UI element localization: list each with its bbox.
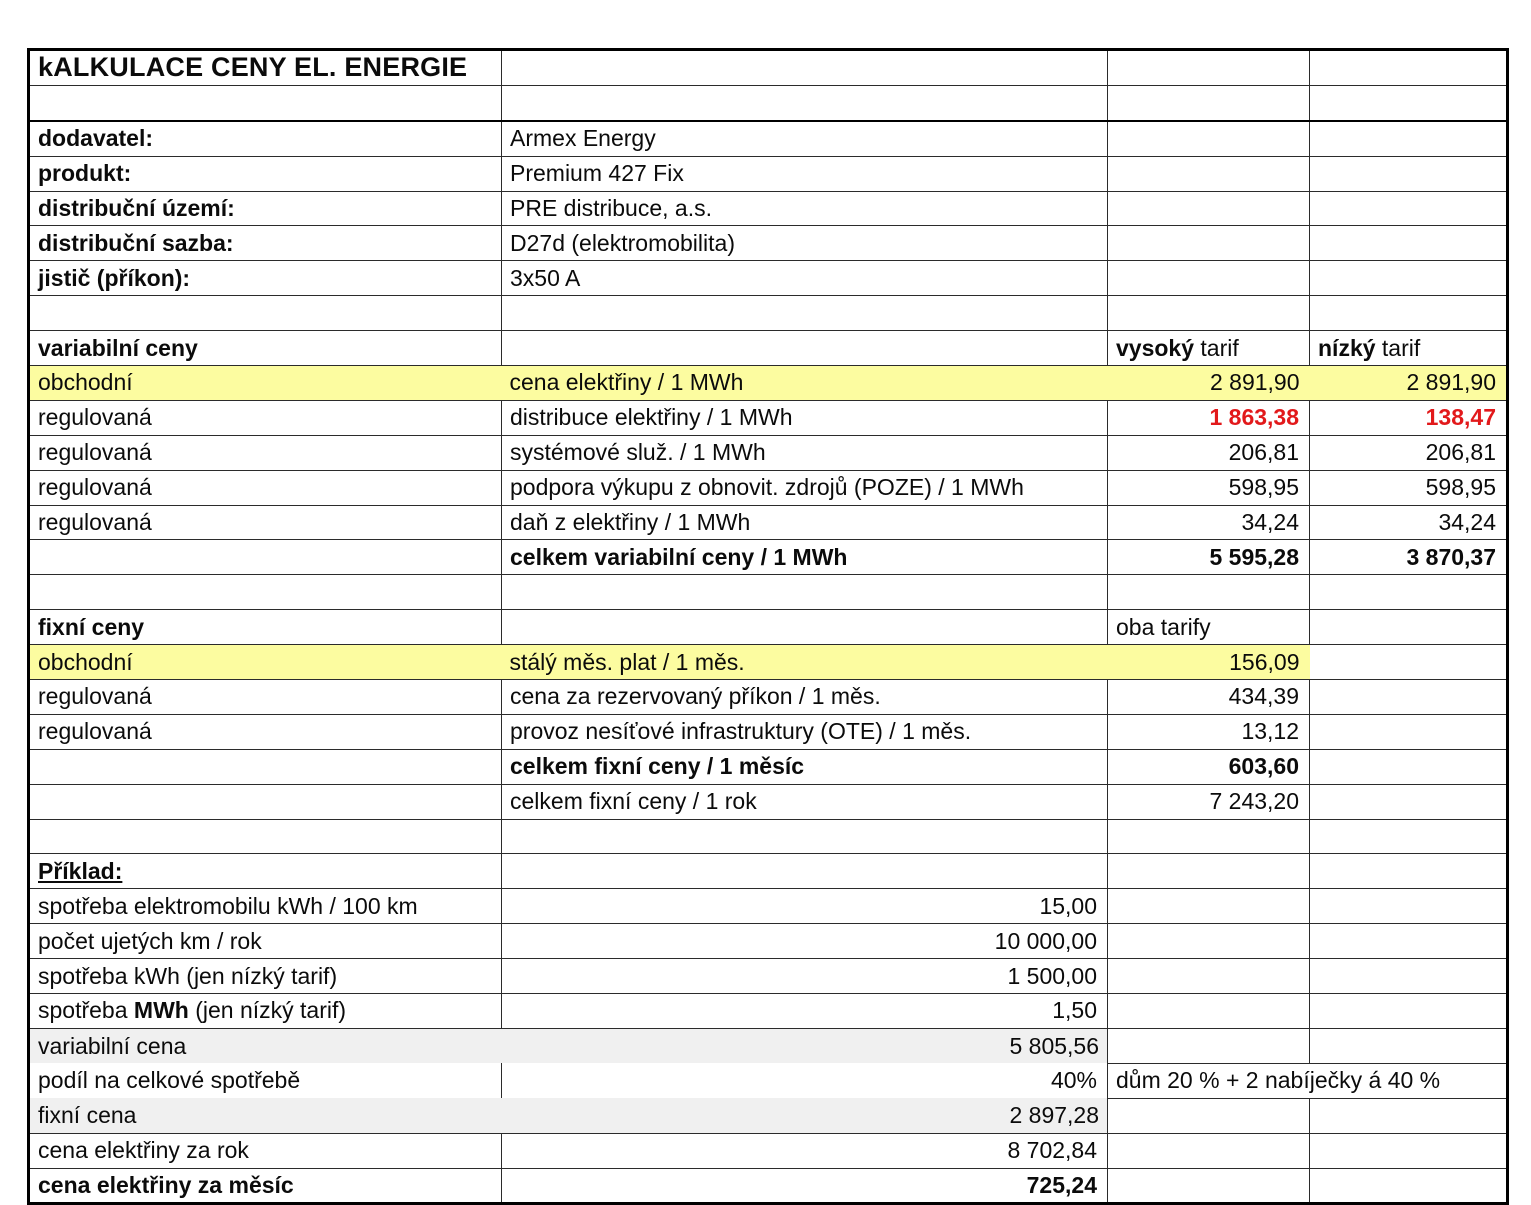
consumption-kwh-value: 1 500,00 xyxy=(502,959,1108,994)
poze-high: 598,95 xyxy=(1108,470,1310,505)
km-per-year-row xyxy=(29,924,1508,959)
distribution-area-value: PRE distribuce, a.s. xyxy=(502,191,1108,226)
distribution-high: 1 863,38 xyxy=(1108,400,1310,435)
cell xyxy=(1108,924,1310,959)
distribution-rate-row xyxy=(29,226,1508,261)
low-tariff-header-part: nízký xyxy=(1318,334,1376,361)
fixed-total-year-row xyxy=(29,784,1508,819)
cell xyxy=(1310,680,1508,715)
cell xyxy=(1108,296,1310,331)
fixed-prices-heading: fixní ceny xyxy=(29,610,502,645)
cell xyxy=(1310,749,1508,784)
variable-total-row xyxy=(29,540,1508,575)
regulated-label: regulovaná xyxy=(29,680,502,715)
cell xyxy=(1310,889,1508,924)
distribution-area-row xyxy=(29,191,1508,226)
consumption-mwh-value: 1,50 xyxy=(502,994,1108,1029)
spacer-row xyxy=(29,819,1508,854)
distribution-desc: distribuce elektřiny / 1 MWh xyxy=(502,400,1108,435)
both-tariffs-header: oba tarify xyxy=(1108,610,1310,645)
regulated-poze-row xyxy=(29,470,1508,505)
distribution-low: 138,47 xyxy=(1310,400,1508,435)
system-services-desc: systémové služ. / 1 MWh xyxy=(502,435,1108,470)
commercial-monthly-fee-row xyxy=(29,645,1508,680)
ev-consumption-value: 15,00 xyxy=(502,889,1108,924)
fixed-total-year-value: 7 243,20 xyxy=(1108,784,1310,819)
high-tariff-header-part: tarif xyxy=(1194,334,1239,361)
example-header-row xyxy=(29,854,1508,889)
consumption-share-note: dům 20 % + 2 nabíječky á 40 % xyxy=(1108,1063,1508,1098)
regulated-distribution-row xyxy=(29,400,1508,435)
commercial-electricity-price-row xyxy=(29,366,1508,401)
cell xyxy=(502,854,1108,889)
sheet-title: kALKULACE CENY EL. ENERGIE xyxy=(29,50,502,86)
cell xyxy=(1310,854,1508,889)
electricity-price-low: 2 891,90 xyxy=(1310,366,1508,401)
cell xyxy=(1310,714,1508,749)
consumption-mwh-label-part: spotřeba xyxy=(38,997,134,1024)
fixed-total-year-desc: celkem fixní ceny / 1 rok xyxy=(502,784,1108,819)
cell xyxy=(1310,610,1508,645)
variable-cost-value: 5 805,56 xyxy=(1009,1032,1099,1059)
regulated-system-services-row xyxy=(29,435,1508,470)
cell xyxy=(29,784,502,819)
spacer-row xyxy=(29,296,1508,331)
low-tariff-header xyxy=(1310,331,1508,366)
table-body xyxy=(29,50,1508,1204)
cell xyxy=(1108,85,1310,120)
cell xyxy=(1108,261,1310,296)
regulated-electricity-tax-row xyxy=(29,505,1508,540)
distribution-area-label: distribuční území: xyxy=(29,191,502,226)
cell xyxy=(502,819,1108,854)
monthly-price-value: 725,24 xyxy=(502,1168,1108,1204)
cell xyxy=(1108,1028,1310,1063)
electricity-tax-high: 34,24 xyxy=(1108,505,1310,540)
cell xyxy=(29,575,502,610)
distribution-rate-label: distribuční sazba: xyxy=(29,226,502,261)
cell xyxy=(1108,994,1310,1029)
cell xyxy=(1310,261,1508,296)
cell xyxy=(1108,575,1310,610)
commercial-label: obchodní xyxy=(29,366,502,401)
distribution-rate-value: D27d (elektromobilita) xyxy=(502,226,1108,261)
ote-desc: provoz nesíťové infrastruktury (OTE) / 1 měs. xyxy=(502,714,1108,749)
price-calculation-table xyxy=(27,48,1509,1205)
cell xyxy=(1310,1028,1508,1063)
cell xyxy=(1108,121,1310,156)
monthly-fee-value: 156,09 xyxy=(1108,645,1310,680)
cell xyxy=(1310,924,1508,959)
system-services-low: 206,81 xyxy=(1310,435,1508,470)
regulated-reserved-power-row xyxy=(29,680,1508,715)
system-services-high: 206,81 xyxy=(1108,435,1310,470)
supplier-row xyxy=(29,121,1508,156)
cell xyxy=(1310,575,1508,610)
regulated-label: regulovaná xyxy=(29,435,502,470)
fixed-cost-value: 2 897,28 xyxy=(1009,1101,1099,1128)
cell xyxy=(1310,191,1508,226)
spacer-row xyxy=(29,575,1508,610)
product-value: Premium 427 Fix xyxy=(502,156,1108,191)
cell xyxy=(1108,889,1310,924)
title-row xyxy=(29,50,1508,86)
consumption-share-row xyxy=(29,1063,1508,1098)
cell xyxy=(29,819,502,854)
fixed-cost-wrap xyxy=(38,1101,1099,1128)
consumption-share-value: 40% xyxy=(502,1063,1108,1098)
supplier-value: Armex Energy xyxy=(502,121,1108,156)
cell xyxy=(1310,50,1508,86)
cell xyxy=(1310,226,1508,261)
cell xyxy=(1310,1133,1508,1168)
ev-consumption-row xyxy=(29,889,1508,924)
high-tariff-header xyxy=(1108,331,1310,366)
cell xyxy=(29,749,502,784)
variable-cost-row xyxy=(29,1028,1508,1063)
regulated-label: regulovaná xyxy=(29,470,502,505)
variable-cost-label: variabilní cena xyxy=(38,1032,187,1059)
cell xyxy=(502,50,1108,86)
variable-cost xyxy=(29,1028,1108,1063)
fixed-cost-label: fixní cena xyxy=(38,1101,137,1128)
poze-low: 598,95 xyxy=(1310,470,1508,505)
cell xyxy=(1108,50,1310,86)
poze-desc: podpora výkupu z obnovit. zdrojů (POZE) / 1 MWh xyxy=(502,470,1108,505)
consumption-kwh-row xyxy=(29,959,1508,994)
yearly-price-label: cena elektřiny za rok xyxy=(29,1133,502,1168)
variable-prices-heading: variabilní ceny xyxy=(29,331,502,366)
cell xyxy=(29,296,502,331)
example-heading: Příklad: xyxy=(29,854,502,889)
regulated-label: regulovaná xyxy=(29,505,502,540)
breaker-row xyxy=(29,261,1508,296)
ev-consumption-label: spotřeba elektromobilu kWh / 100 km xyxy=(29,889,502,924)
km-per-year-label: počet ujetých km / rok xyxy=(29,924,502,959)
consumption-kwh-label: spotřeba kWh (jen nízký tarif) xyxy=(29,959,502,994)
cell xyxy=(1310,1098,1508,1133)
breaker-label: jistič (příkon): xyxy=(29,261,502,296)
yearly-price-value: 8 702,84 xyxy=(502,1133,1108,1168)
cell xyxy=(1108,1133,1310,1168)
cell xyxy=(502,85,1108,120)
commercial-label: obchodní xyxy=(29,645,502,680)
cell xyxy=(1108,854,1310,889)
consumption-mwh-label-part: MWh xyxy=(133,997,189,1024)
cell xyxy=(1310,296,1508,331)
variable-cost-wrap xyxy=(38,1032,1099,1059)
product-row xyxy=(29,156,1508,191)
electricity-price-desc: cena elektřiny / 1 MWh xyxy=(502,366,1108,401)
low-tariff-header-part: tarif xyxy=(1375,334,1421,361)
fixed-cost xyxy=(29,1098,1108,1133)
cell xyxy=(1310,994,1508,1029)
cell xyxy=(502,296,1108,331)
monthly-fee-desc: stálý měs. plat / 1 měs. xyxy=(502,645,1108,680)
yearly-price-row xyxy=(29,1133,1508,1168)
cell xyxy=(1108,191,1310,226)
supplier-label: dodavatel: xyxy=(29,121,502,156)
cell xyxy=(29,540,502,575)
km-per-year-value: 10 000,00 xyxy=(502,924,1108,959)
cell xyxy=(1108,959,1310,994)
consumption-mwh-label-part: (jen nízký tarif) xyxy=(188,997,347,1024)
spacer-row xyxy=(29,85,1508,120)
fixed-cost-row xyxy=(29,1098,1508,1133)
cell xyxy=(502,331,1108,366)
high-tariff-header-part: vysoký xyxy=(1116,334,1195,361)
cell xyxy=(1108,1098,1310,1133)
regulated-ote-row xyxy=(29,714,1508,749)
price-calculation-sheet xyxy=(27,48,1509,1205)
consumption-share-label: podíl na celkové spotřebě xyxy=(29,1063,502,1098)
reserved-power-value: 434,39 xyxy=(1108,680,1310,715)
fixed-total-month-row xyxy=(29,749,1508,784)
monthly-price-label: cena elektřiny za měsíc xyxy=(29,1168,502,1204)
electricity-tax-desc: daň z elektřiny / 1 MWh xyxy=(502,505,1108,540)
cell xyxy=(1108,226,1310,261)
cell xyxy=(1310,819,1508,854)
fixed-total-month-value: 603,60 xyxy=(1108,749,1310,784)
fixed-prices-header-row xyxy=(29,610,1508,645)
variable-prices-header-row xyxy=(29,331,1508,366)
cell xyxy=(1310,85,1508,120)
electricity-tax-low: 34,24 xyxy=(1310,505,1508,540)
cell xyxy=(1310,645,1508,680)
cell xyxy=(502,575,1108,610)
cell xyxy=(1310,121,1508,156)
cell xyxy=(1310,959,1508,994)
regulated-label: regulovaná xyxy=(29,400,502,435)
cell xyxy=(29,85,502,120)
variable-total-high: 5 595,28 xyxy=(1108,540,1310,575)
cell xyxy=(1310,156,1508,191)
cell xyxy=(1310,784,1508,819)
cell xyxy=(1108,819,1310,854)
fixed-total-month-desc: celkem fixní ceny / 1 měsíc xyxy=(502,749,1108,784)
electricity-price-high: 2 891,90 xyxy=(1108,366,1310,401)
variable-total-low: 3 870,37 xyxy=(1310,540,1508,575)
regulated-label: regulovaná xyxy=(29,714,502,749)
consumption-mwh-label xyxy=(29,994,502,1029)
product-label: produkt: xyxy=(29,156,502,191)
breaker-value: 3x50 A xyxy=(502,261,1108,296)
cell xyxy=(502,610,1108,645)
consumption-mwh-row xyxy=(29,994,1508,1029)
cell xyxy=(1108,156,1310,191)
variable-total-desc: celkem variabilní ceny / 1 MWh xyxy=(502,540,1108,575)
reserved-power-desc: cena za rezervovaný příkon / 1 měs. xyxy=(502,680,1108,715)
ote-value: 13,12 xyxy=(1108,714,1310,749)
